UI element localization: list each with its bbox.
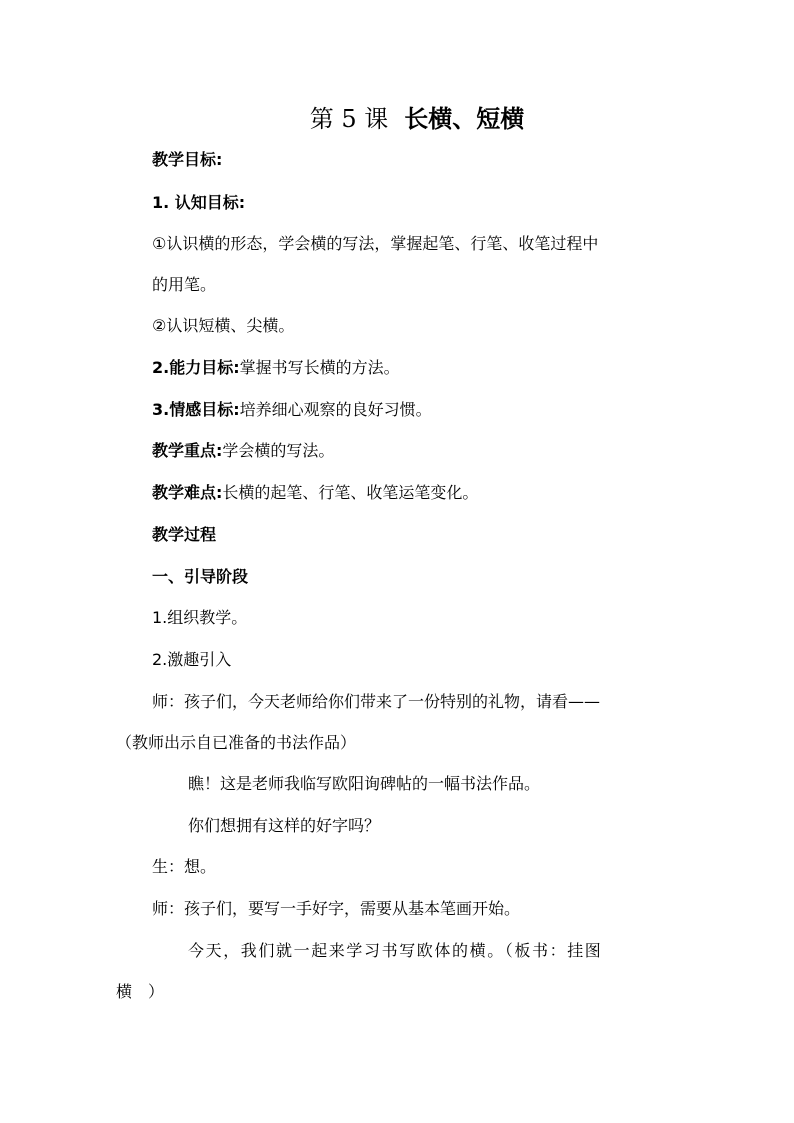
- cognitive-goal-item-1-cont: 的用笔。: [152, 275, 217, 294]
- ability-goal-label: 2.能力目标:: [152, 358, 240, 377]
- teacher-line-4: 师：孩子们，要写一手好字，需要从基本笔画开始。: [152, 899, 521, 918]
- emotion-goal-label: 3.情感目标:: [152, 400, 240, 419]
- cognitive-goal-item-2: ②认识短横、尖横。: [152, 316, 295, 335]
- teacher-line-1: 师：孩子们，今天老师给你们带来了一份特别的礼物，请看——: [152, 692, 601, 711]
- emotion-goal: [152, 398, 432, 422]
- difficulty-label: 教学难点:: [152, 483, 223, 502]
- key-point: [152, 439, 334, 463]
- ability-goal: [152, 356, 400, 380]
- goals-heading: 教学目标:: [152, 150, 223, 169]
- emotion-goal-text: 培养细心观察的良好习惯。: [239, 400, 432, 419]
- difficulty: [152, 481, 478, 505]
- lesson-topic: 长横、短横: [404, 105, 525, 133]
- step-2: 2.激趣引入: [152, 650, 232, 669]
- ability-goal-text: 掌握书写长横的方法。: [239, 358, 400, 377]
- teacher-line-5: 今天，我们就一起来学习书写欧体的横。（板书：挂图: [188, 941, 603, 960]
- cognitive-goal-heading: 1. 认知目标:: [152, 193, 246, 212]
- teacher-line-1-cont: （教师出示自已准备的书法作品）: [116, 733, 357, 752]
- page-title: [0, 103, 794, 135]
- teacher-line-3: 你们想拥有这样的好字吗？: [188, 816, 381, 835]
- process-heading: 教学过程: [152, 525, 217, 544]
- teacher-line-5-cont: 横 ）: [116, 982, 165, 1001]
- student-line-1: 生：想。: [152, 857, 217, 876]
- stage-1-heading: 一、引导阶段: [152, 567, 249, 586]
- key-point-text: 学会横的写法。: [222, 441, 335, 460]
- key-point-label: 教学重点:: [152, 441, 223, 460]
- teacher-line-2: 瞧！这是老师我临写欧阳询碑帖的一幅书法作品。: [188, 774, 541, 793]
- cognitive-goal-item-1: ①认识横的形态，学会横的写法，掌握起笔、行笔、收笔过程中: [152, 234, 599, 253]
- difficulty-text: 长横的起笔、行笔、收笔运笔变化。: [222, 483, 479, 502]
- step-1: 1.组织教学。: [152, 608, 248, 627]
- lesson-number: 第 5 课: [309, 105, 389, 133]
